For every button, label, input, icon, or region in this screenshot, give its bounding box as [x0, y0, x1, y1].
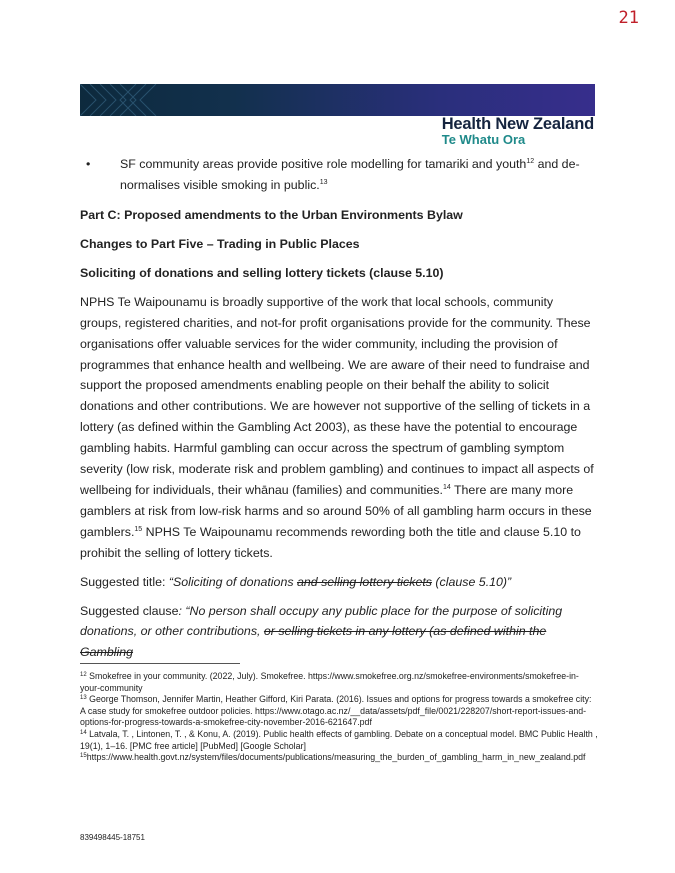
footnote-12: [80, 671, 598, 694]
suggested-title-b: (clause 5.10)”: [431, 574, 512, 589]
banner-pattern: [80, 84, 595, 116]
footnote-ref-12: 12: [526, 158, 535, 165]
main-paragraph: [80, 292, 596, 564]
suggested-clause: [80, 601, 596, 664]
footnote-text: Latvala, T. , Lintonen, T. , & Konu, A. (2019). Public health effects of gambling. Debate on a conceptual model. BMC Public Health , 19(1), 1–16. [PMC free article] [PubMed] [Google Scholar]: [80, 728, 598, 751]
logo-subtitle: Te Whatu Ora: [441, 132, 526, 147]
footnote-13: [80, 694, 598, 729]
footnote-ref-13: 13: [319, 178, 328, 186]
suggested-clause-struck: or selling tickets in any lottery (as defined within the Gambling: [80, 624, 547, 660]
footnote-num: 12: [80, 672, 87, 678]
footnote-text: George Thomson, Jennifer Martin, Heather Gifford, Kiri Parata. (2016). Issues and options for progress towards a smokefree city: A case study for smokefree outdoor policies. https://www.otago.ac.nz/__data/assets/pdf_file/0021/228207/short-report-issues-and-options-for-progress-towards-a-smokefree-city-november-2016-621647.pdf: [80, 694, 592, 728]
main-text-3: NPHS Te Waipounamu recommends rewording both the title and clause 5.10 to prohibit the selling of lottery tickets.: [80, 524, 581, 560]
footnote-text: https://www.health.govt.nz/system/files/documents/publications/measuring_the_burden_of_gambling_harm_in_new_zealand.pdf: [86, 752, 586, 763]
suggested-title-a: “Soliciting of donations: [168, 574, 297, 589]
page-number: 21: [618, 8, 639, 28]
footnote-num: 14: [80, 729, 87, 736]
main-text-1: NPHS Te Waipounamu is broadly supportive of the work that local schools, community groups, registered charities, and not-for profit organisations provide for the community. These organisations offer valuable services for the wider community, including the provision of programmes that enhance health and wellbeing. We are aware of their need to fundraise and support the proposed amendments enabling people on their behalf the ability to solicit donations and other contributions. We are however not supportive of the selling of tickets in a lottery (as defined within the Gambling Act 2003), as these have the potential to encourage gambling habits. Harmful gambling can occur across the spectrum of gambling symptom severity (low risk, moderate risk and problem gambling) and continues to impact all aspects of wellbeing for individuals, their whānau (families) and communities.: [80, 294, 594, 497]
footnote-divider: [80, 663, 240, 664]
footnote-14: [80, 729, 598, 752]
bullet-dot-icon: •: [86, 157, 91, 171]
heading-soliciting: Soliciting of donations and selling lottery tickets (clause 5.10): [80, 265, 444, 280]
heading-part-five: Changes to Part Five – Trading in Public Places: [80, 236, 360, 251]
footnote-ref-14: 14: [442, 483, 451, 491]
health-nz-logo: [442, 115, 594, 147]
footnote-15: [80, 752, 598, 764]
suggested-clause-a: : “No person shall occupy any public place for the purpose of soliciting donations, or other contributions,: [80, 603, 563, 639]
bullet-text-a: SF community areas provide positive role modelling for tamariki and youth: [120, 157, 527, 171]
footnote-text: Smokefree in your community. (2022, July). Smokefree. https://www.smokefree.org.nz/smokefree-environments/smokefree-in-your-community: [80, 671, 579, 693]
footnote-num: 15: [80, 753, 87, 760]
footnote-ref-15: 15: [134, 525, 143, 533]
heading-part-c: Part C: Proposed amendments to the Urban Environments Bylaw: [80, 207, 463, 222]
suggested-title: [80, 572, 596, 593]
footnote-num: 13: [80, 695, 87, 702]
main-text-2: There are many more gamblers at risk from low-risk harms and so around 50% of all gambling harm occurs in these gamblers.: [80, 482, 592, 539]
header-banner: [80, 84, 595, 116]
document-id: 839498445-18751: [80, 833, 145, 842]
suggested-title-struck: and selling lottery tickets: [296, 574, 432, 589]
logo-title: Health New Zealand: [441, 115, 594, 133]
suggested-title-label: Suggested title:: [80, 574, 169, 589]
footnotes: [80, 671, 598, 764]
bullet-item: [80, 154, 596, 196]
suggested-clause-label: Suggested clause: [80, 603, 179, 618]
bullet-text-b: and de-normalises visible smoking in public.: [120, 157, 580, 192]
body-content: [80, 154, 596, 663]
